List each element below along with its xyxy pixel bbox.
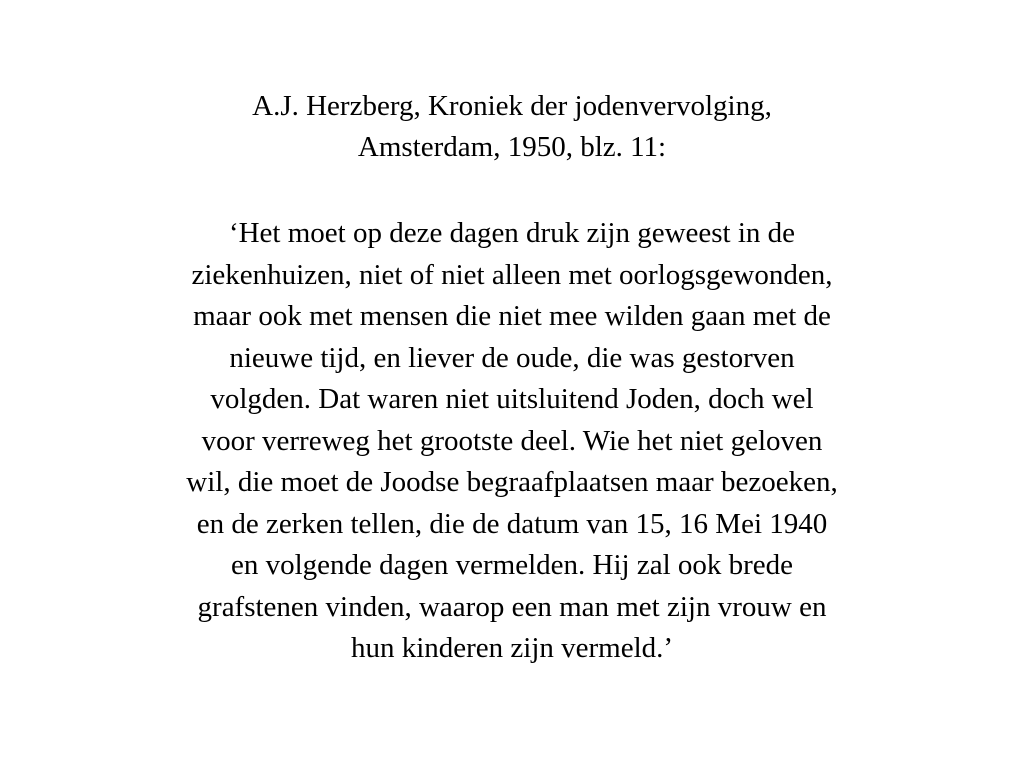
quotation (120, 213, 904, 670)
quote-line: ‘Het moet op deze dagen druk zijn geweest in de (228, 217, 796, 249)
quote-line: grafstenen vinden, waarop een man met zijn vrouw en (197, 590, 827, 623)
quote-line: hun kinderen zijn vermeld.’ (350, 632, 674, 664)
quote-line: volgden. Dat waren niet uitsluitend Joden, doch wel (210, 383, 814, 415)
citation-line: A.J. Herzberg, Kroniek der jodenvervolging, (252, 90, 772, 122)
quote-line: voor verreweg het grootste deel. Wie het niet geloven (201, 424, 823, 457)
quote-line: ziekenhuizen, niet of niet alleen met oorlogsgewonden, (191, 258, 833, 291)
quote-line: nieuwe tijd, en liever de oude, die was gestorven (229, 341, 795, 374)
citation-line: Amsterdam, 1950, blz. 11: (357, 131, 667, 163)
quote-line: en volgende dagen vermelden. Hij zal ook brede (230, 549, 794, 581)
source-citation (150, 86, 874, 168)
quote-line: wil, die moet de Joodse begraafplaatsen maar bezoeken, (186, 466, 838, 498)
quote-line: maar ook met mensen die niet mee wilden gaan met de (193, 300, 831, 332)
quote-line: en de zerken tellen, die de datum van 15, 16 Mei 1940 (196, 507, 828, 540)
